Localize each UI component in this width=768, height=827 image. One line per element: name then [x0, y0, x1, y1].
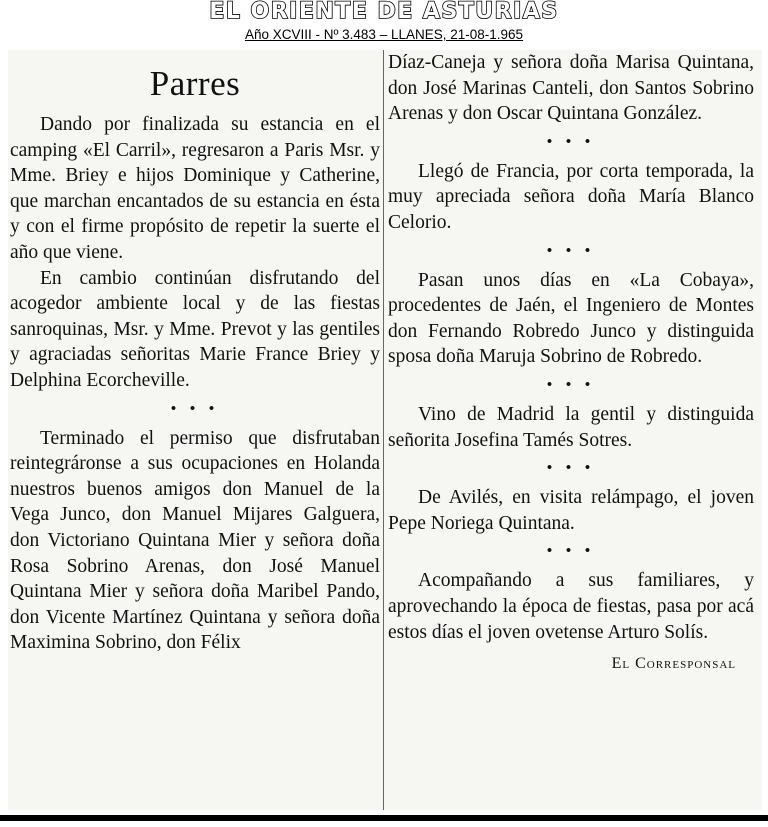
column-right — [388, 50, 754, 810]
paragraph-4: Llegó de Francia, por corta temporada, la muy apreciada señora doña María Blanco Celorio. — [388, 160, 754, 233]
newspaper-title: EL ORIENTE DE ASTURIAS — [209, 0, 559, 24]
separator-dots: • • • — [546, 376, 596, 393]
paragraph-5: Pasan unos días en «La Cobaya», procedentes de Jaén, el Ingeniero de Montes don Fernando Robredo Junco y distinguida sposa doña Maruja Sobrino de Robredo. — [388, 269, 754, 368]
separator-dots: • • • — [546, 242, 596, 259]
column-left — [10, 50, 380, 810]
separator-dots: • • • — [546, 543, 596, 560]
paragraph-2: En cambio continúan disfrutando del acogedor ambiente local y de las fiestas sanroquinas, Msr. y Mme. Prevot y las gentiles y agraciadas señoritas Marie France Briey y Delphina Ecorcheville. — [10, 267, 380, 391]
paragraph-3-continued: Díaz-Caneja y señora doña Marisa Quintana, don José Marinas Canteli, don Santos Sobrino Arenas y don Oscar Quintana González. — [388, 52, 754, 125]
paragraph-3: Terminado el permiso que disfrutaban reintegráronse a sus ocupaciones en Holanda nuestros buenos amigos don Manuel de la Vega Junco, don Manuel Mijares Galguera, don Victoriano Quintana Mier y señora doña Rosa Sobrino Arenas, don José Manuel Quintana Mier y señora doña Maribel Pando, don Vicente Martínez Quintana y señora doña Maximina Sobrino, don Félix — [10, 427, 380, 654]
column-divider — [383, 50, 384, 810]
separator-dots: • • • — [546, 133, 596, 150]
paragraph-7: De Avilés, en visita relámpago, el joven Pepe Noriega Quintana. — [388, 487, 754, 534]
separator-dots: • • • — [546, 460, 596, 477]
issue-line: Año XCVIII - Nº 3.483 – LLANES, 21-08-1.965 — [244, 27, 524, 42]
masthead — [0, 0, 768, 48]
signature: El Corresponsal — [611, 655, 736, 673]
separator-dots: • • • — [170, 400, 220, 417]
newspaper-clipping — [8, 50, 762, 810]
paragraph-1: Dando por finalizada su estancia en el camping «El Carril», regresaron a Paris Msr. y Mme. Briey e hijos Dominique y Catherine, que marchan encantados de su estancia en ésta y con el firme propósito de repetir la suerte el año que viene. — [10, 114, 380, 263]
paragraph-8: Acompañando a sus familiares, y aprovechando la época de fiestas, pasa por acá estos días el joven ovetense Arturo Solís. — [388, 570, 754, 643]
section-title: Parres — [149, 64, 241, 103]
paragraph-6: Vino de Madrid la gentil y distinguida señorita Josefina Tamés Sotres. — [388, 403, 754, 451]
bottom-rule — [0, 815, 768, 821]
